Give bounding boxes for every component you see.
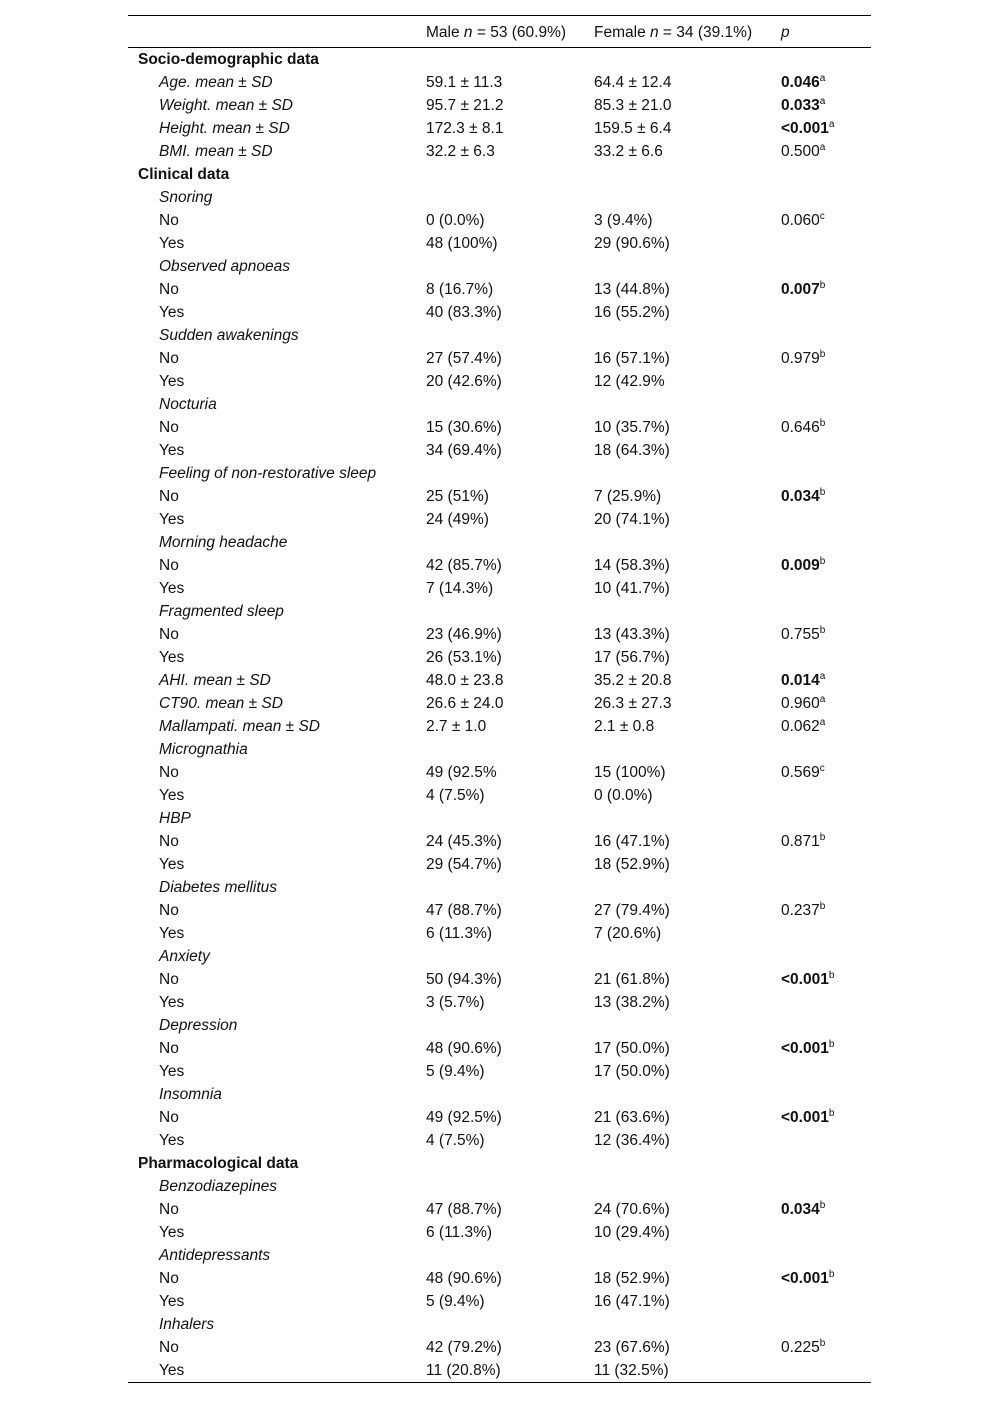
table-row	[128, 140, 871, 163]
table-row	[128, 991, 871, 1014]
table-row	[128, 94, 871, 117]
female-value: 159.5 ± 6.4	[594, 120, 672, 137]
table-row	[128, 738, 871, 761]
table-row	[128, 1083, 871, 1106]
table-row	[128, 232, 871, 255]
variable-label: Feeling of non-restorative sleep	[159, 465, 377, 482]
table-row	[128, 1267, 871, 1290]
header-male: Male n = 53 (60.9%)	[426, 24, 567, 41]
level-label: No	[159, 212, 179, 229]
p-value-footnote: a	[819, 96, 826, 107]
table-row	[128, 462, 871, 485]
header-female: Female n = 34 (39.1%)	[594, 24, 753, 41]
table-row	[128, 1037, 871, 1060]
female-value: 21 (61.8%)	[594, 971, 670, 988]
p-value-number: 0.755	[781, 626, 820, 643]
male-value: 59.1 ± 11.3	[426, 74, 503, 91]
table-row	[128, 324, 871, 347]
p-value-number: 0.500	[781, 143, 820, 160]
p-value	[781, 71, 825, 94]
p-value-number: <0.001	[781, 1040, 829, 1057]
table-row	[128, 439, 871, 462]
female-value: 16 (47.1%)	[594, 1293, 670, 1310]
p-value-footnote: a	[819, 73, 826, 84]
male-value: 40 (83.3%)	[426, 304, 502, 321]
level-label: No	[159, 1109, 179, 1126]
female-value: 18 (52.9%)	[594, 856, 670, 873]
level-label: No	[159, 626, 179, 643]
p-value	[781, 899, 825, 922]
table-row	[128, 715, 871, 738]
level-label: Yes	[159, 235, 185, 252]
p-value-footnote: b	[819, 1200, 826, 1211]
level-label: Yes	[159, 511, 185, 528]
female-value: 13 (43.3%)	[594, 626, 670, 643]
level-label: Yes	[159, 304, 185, 321]
male-value: 42 (85.7%)	[426, 557, 502, 574]
male-value: 2.7 ± 1.0	[426, 718, 487, 735]
p-value	[781, 278, 825, 301]
variable-label: Height. mean ± SD	[159, 120, 290, 137]
female-value: 13 (44.8%)	[594, 281, 670, 298]
male-value: 42 (79.2%)	[426, 1339, 502, 1356]
p-value-number: 0.225	[781, 1339, 820, 1356]
female-value: 12 (36.4%)	[594, 1132, 670, 1149]
p-value	[781, 140, 825, 163]
male-value: 7 (14.3%)	[426, 580, 494, 597]
p-value	[781, 1267, 834, 1290]
female-value: 2.1 ± 0.8	[594, 718, 655, 735]
male-value: 0 (0.0%)	[426, 212, 485, 229]
level-label: No	[159, 833, 179, 850]
male-value: 15 (30.6%)	[426, 419, 502, 436]
table-row	[128, 1014, 871, 1037]
section-row	[128, 1152, 871, 1175]
female-value: 13 (38.2%)	[594, 994, 670, 1011]
male-value: 48 (90.6%)	[426, 1270, 502, 1287]
male-value: 49 (92.5%)	[426, 1109, 502, 1126]
variable-label: CT90. mean ± SD	[159, 695, 283, 712]
table-row	[128, 1129, 871, 1152]
section-label: Pharmacological data	[138, 1155, 299, 1172]
table-row	[128, 600, 871, 623]
female-value: 10 (35.7%)	[594, 419, 670, 436]
table-row	[128, 485, 871, 508]
variable-label: Morning headache	[159, 534, 288, 551]
table-row	[128, 255, 871, 278]
variable-label: Nocturia	[159, 396, 217, 413]
p-value-footnote: b	[828, 970, 835, 981]
variable-label: BMI. mean ± SD	[159, 143, 273, 160]
level-label: Yes	[159, 442, 185, 459]
table-row	[128, 1336, 871, 1359]
variable-label: Anxiety	[159, 948, 210, 965]
female-value: 33.2 ± 6.6	[594, 143, 663, 160]
male-value: 25 (51%)	[426, 488, 489, 505]
table-row	[128, 761, 871, 784]
p-value-number: 0.569	[781, 764, 820, 781]
p-value-number: <0.001	[781, 120, 829, 137]
p-value	[781, 761, 825, 784]
male-value: 11 (20.8%)	[426, 1362, 501, 1379]
variable-label: Antidepressants	[159, 1247, 271, 1264]
table-row	[128, 347, 871, 370]
variable-label: HBP	[159, 810, 191, 827]
level-label: Yes	[159, 580, 185, 597]
level-label: Yes	[159, 1063, 185, 1080]
level-label: No	[159, 281, 179, 298]
variable-label: Benzodiazepines	[159, 1178, 278, 1195]
female-value: 17 (50.0%)	[594, 1040, 670, 1057]
p-value-number: 0.034	[781, 488, 820, 505]
female-value: 10 (41.7%)	[594, 580, 670, 597]
p-value-number: 0.871	[781, 833, 820, 850]
female-value: 16 (57.1%)	[594, 350, 670, 367]
variable-label: AHI. mean ± SD	[159, 672, 271, 689]
p-value-number: 0.046	[781, 74, 820, 91]
variable-label: Insomnia	[159, 1086, 222, 1103]
table-row	[128, 623, 871, 646]
p-value	[781, 1106, 834, 1129]
female-value: 18 (52.9%)	[594, 1270, 670, 1287]
male-value: 26.6 ± 24.0	[426, 695, 504, 712]
male-value: 47 (88.7%)	[426, 902, 502, 919]
male-value: 24 (45.3%)	[426, 833, 502, 850]
section-row	[128, 48, 871, 71]
table-row	[128, 1221, 871, 1244]
p-value-footnote: b	[819, 487, 826, 498]
female-value: 17 (56.7%)	[594, 649, 670, 666]
table-row	[128, 508, 871, 531]
p-value-footnote: a	[819, 694, 826, 705]
male-value: 6 (11.3%)	[426, 925, 493, 942]
female-value: 16 (55.2%)	[594, 304, 670, 321]
male-value: 29 (54.7%)	[426, 856, 502, 873]
female-value: 17 (50.0%)	[594, 1063, 670, 1080]
level-label: Yes	[159, 787, 185, 804]
table-row	[128, 1198, 871, 1221]
male-value: 5 (9.4%)	[426, 1293, 485, 1310]
p-value-footnote: b	[819, 418, 826, 429]
table-row	[128, 1175, 871, 1198]
female-value: 14 (58.3%)	[594, 557, 670, 574]
variable-label: Inhalers	[159, 1316, 215, 1333]
level-label: Yes	[159, 1293, 185, 1310]
table-row	[128, 1244, 871, 1267]
data-table	[128, 15, 871, 1383]
p-value-number: 0.033	[781, 97, 820, 114]
level-label: No	[159, 419, 179, 436]
level-label: No	[159, 350, 179, 367]
level-label: No	[159, 764, 179, 781]
level-label: Yes	[159, 1132, 185, 1149]
table-row	[128, 370, 871, 393]
table-row	[128, 968, 871, 991]
p-value	[781, 669, 825, 692]
p-value-number: <0.001	[781, 1109, 829, 1126]
level-label: No	[159, 971, 179, 988]
female-value: 0 (0.0%)	[594, 787, 653, 804]
p-value-number: 0.237	[781, 902, 820, 919]
male-value: 48 (100%)	[426, 235, 498, 252]
female-value: 12 (42.9%	[594, 373, 665, 390]
p-value-number: <0.001	[781, 971, 829, 988]
table-row	[128, 1313, 871, 1336]
female-value: 29 (90.6%)	[594, 235, 670, 252]
male-value: 95.7 ± 21.2	[426, 97, 504, 114]
section-label: Socio-demographic data	[138, 51, 319, 68]
table-row	[128, 186, 871, 209]
level-label: Yes	[159, 925, 185, 942]
p-value-number: 0.960	[781, 695, 820, 712]
p-value	[781, 968, 834, 991]
table-row	[128, 416, 871, 439]
female-value: 16 (47.1%)	[594, 833, 670, 850]
male-value: 23 (46.9%)	[426, 626, 502, 643]
p-value-footnote: b	[819, 349, 826, 360]
p-value-footnote: b	[819, 901, 826, 912]
p-value	[781, 117, 834, 140]
level-label: Yes	[159, 994, 185, 1011]
table-row	[128, 278, 871, 301]
p-value-number: <0.001	[781, 1270, 829, 1287]
table-body	[128, 48, 871, 1382]
table-row	[128, 1060, 871, 1083]
female-value: 10 (29.4%)	[594, 1224, 670, 1241]
female-value: 64.4 ± 12.4	[594, 74, 672, 91]
male-value: 5 (9.4%)	[426, 1063, 485, 1080]
p-value	[781, 692, 825, 715]
p-value-number: 0.062	[781, 718, 820, 735]
p-value-number: 0.009	[781, 557, 820, 574]
female-value: 26.3 ± 27.3	[594, 695, 672, 712]
male-value: 24 (49%)	[426, 511, 489, 528]
table-row	[128, 669, 871, 692]
p-value-footnote: b	[819, 556, 826, 567]
female-value: 3 (9.4%)	[594, 212, 653, 229]
table-row	[128, 945, 871, 968]
female-value: 21 (63.6%)	[594, 1109, 670, 1126]
table-row	[128, 531, 871, 554]
p-value-number: 0.034	[781, 1201, 820, 1218]
level-label: No	[159, 902, 179, 919]
p-value-number: 0.979	[781, 350, 820, 367]
variable-label: Weight. mean ± SD	[159, 97, 293, 114]
table-row	[128, 899, 871, 922]
table-row	[128, 393, 871, 416]
p-value-footnote: c	[819, 763, 825, 774]
table-row	[128, 922, 871, 945]
male-value: 50 (94.3%)	[426, 971, 502, 988]
variable-label: Snoring	[159, 189, 213, 206]
p-value-footnote: a	[819, 142, 826, 153]
male-value: 49 (92.5%	[426, 764, 497, 781]
level-label: No	[159, 1270, 179, 1287]
p-value-footnote: a	[819, 671, 826, 682]
female-value: 7 (20.6%)	[594, 925, 662, 942]
p-value-number: 0.007	[781, 281, 820, 298]
level-label: Yes	[159, 1224, 185, 1241]
table-bottom-rule	[128, 1382, 871, 1383]
male-value: 34 (69.4%)	[426, 442, 502, 459]
table-row	[128, 784, 871, 807]
male-value: 8 (16.7%)	[426, 281, 494, 298]
table-row	[128, 1106, 871, 1129]
female-value: 11 (32.5%)	[594, 1362, 669, 1379]
p-value	[781, 94, 825, 117]
male-value: 3 (5.7%)	[426, 994, 485, 1011]
male-value: 4 (7.5%)	[426, 1132, 485, 1149]
male-value: 27 (57.4%)	[426, 350, 502, 367]
table-row	[128, 692, 871, 715]
p-value-footnote: b	[819, 625, 826, 636]
table-row	[128, 1359, 871, 1382]
variable-label: Age. mean ± SD	[159, 74, 273, 91]
p-value-footnote: b	[819, 832, 826, 843]
p-value	[781, 830, 825, 853]
p-value	[781, 209, 825, 232]
male-value: 48.0 ± 23.8	[426, 672, 504, 689]
male-value: 48 (90.6%)	[426, 1040, 502, 1057]
variable-label: Depression	[159, 1017, 238, 1034]
level-label: No	[159, 1201, 179, 1218]
table-row	[128, 646, 871, 669]
male-value: 172.3 ± 8.1	[426, 120, 504, 137]
variable-label: Micrognathia	[159, 741, 248, 758]
level-label: No	[159, 1040, 179, 1057]
female-value: 23 (67.6%)	[594, 1339, 670, 1356]
table-row	[128, 209, 871, 232]
table-row	[128, 807, 871, 830]
table-row	[128, 830, 871, 853]
p-value-footnote: b	[819, 1338, 826, 1349]
female-value: 7 (25.9%)	[594, 488, 662, 505]
table-row	[128, 117, 871, 140]
level-label: No	[159, 488, 179, 505]
female-value: 85.3 ± 21.0	[594, 97, 672, 114]
p-value	[781, 1198, 825, 1221]
p-value	[781, 1037, 834, 1060]
level-label: No	[159, 1339, 179, 1356]
p-value	[781, 347, 825, 370]
p-value-footnote: a	[819, 717, 826, 728]
p-value	[781, 623, 825, 646]
p-value-footnote: c	[819, 211, 825, 222]
male-value: 6 (11.3%)	[426, 1224, 493, 1241]
female-value: 15 (100%)	[594, 764, 666, 781]
p-value	[781, 1336, 825, 1359]
variable-label: Diabetes mellitus	[159, 879, 278, 896]
male-value: 26 (53.1%)	[426, 649, 502, 666]
p-value-footnote: b	[819, 280, 826, 291]
female-value: 35.2 ± 20.8	[594, 672, 672, 689]
section-row	[128, 163, 871, 186]
section-label: Clinical data	[138, 166, 230, 183]
p-value-footnote: a	[828, 119, 835, 130]
variable-label: Observed apnoeas	[159, 258, 290, 275]
level-label: Yes	[159, 1362, 185, 1379]
level-label: Yes	[159, 856, 185, 873]
p-value-footnote: b	[828, 1039, 835, 1050]
table-row	[128, 853, 871, 876]
header-p: p	[781, 24, 790, 41]
female-value: 24 (70.6%)	[594, 1201, 670, 1218]
p-value-number: 0.014	[781, 672, 820, 689]
p-value-footnote: b	[828, 1269, 835, 1280]
male-value: 47 (88.7%)	[426, 1201, 502, 1218]
p-value-footnote: b	[828, 1108, 835, 1119]
variable-label: Fragmented sleep	[159, 603, 284, 620]
female-value: 20 (74.1%)	[594, 511, 670, 528]
p-value-number: 0.060	[781, 212, 820, 229]
p-value	[781, 554, 825, 577]
variable-label: Sudden awakenings	[159, 327, 299, 344]
male-value: 20 (42.6%)	[426, 373, 502, 390]
p-value	[781, 416, 825, 439]
male-value: 4 (7.5%)	[426, 787, 485, 804]
p-value	[781, 715, 825, 738]
male-value: 32.2 ± 6.3	[426, 143, 495, 160]
variable-label: Mallampati. mean ± SD	[159, 718, 320, 735]
level-label: Yes	[159, 373, 185, 390]
p-value	[781, 485, 825, 508]
table-row	[128, 577, 871, 600]
table-row	[128, 301, 871, 324]
table-row	[128, 554, 871, 577]
level-label: Yes	[159, 649, 185, 666]
female-value: 18 (64.3%)	[594, 442, 670, 459]
table-row	[128, 1290, 871, 1313]
female-value: 27 (79.4%)	[594, 902, 670, 919]
level-label: No	[159, 557, 179, 574]
p-value-number: 0.646	[781, 419, 820, 436]
table-row	[128, 71, 871, 94]
table-row	[128, 876, 871, 899]
table-header-row	[128, 16, 871, 47]
